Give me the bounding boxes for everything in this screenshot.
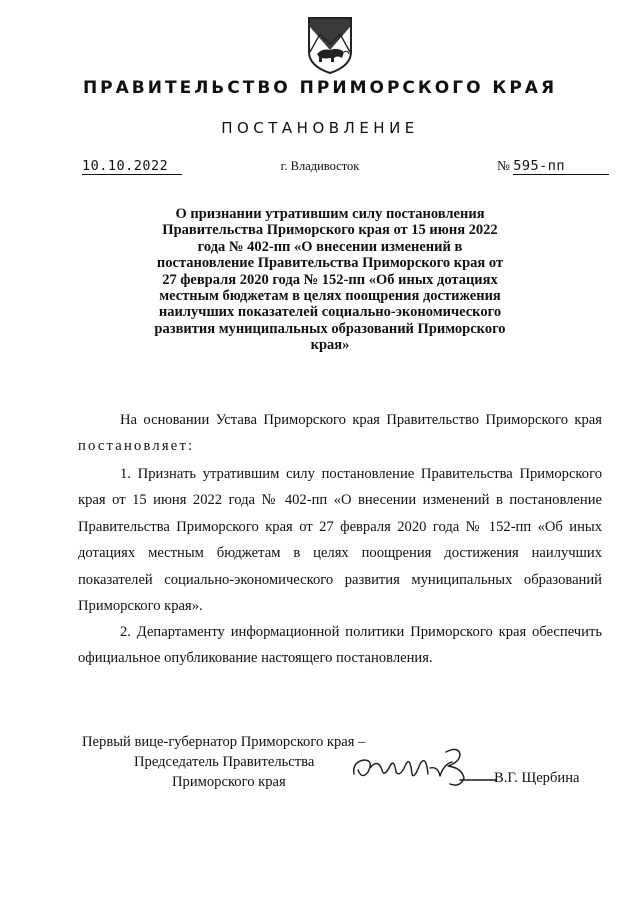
preamble-paragraph (78, 407, 602, 460)
document-number-field (497, 158, 609, 175)
government-title: ПРАВИТЕЛЬСТВО ПРИМОРСКОГО КРАЯ (82, 78, 558, 98)
document-number: 595-пп (513, 158, 609, 175)
preamble-text: На основании Устава Приморского края Правительство Приморского края (120, 412, 602, 428)
document-heading: О признании утратившим силу постановления Правительства Приморского края от 15 июня 2022 года № 402-пп «О внесении изменений в постановление Правительства Приморского края от 27 февраля 2020 года № 152-пп «Об иных дотациях местным бюджетам в целях поощрения достижения наилучших показателей социально-экономического развития муниципальных образований Приморского края» (154, 206, 506, 354)
signer-name: В.Г. Щербина (494, 770, 580, 786)
document-city: г. Владивосток (280, 159, 360, 173)
coat-of-arms-icon (304, 14, 356, 76)
document-date: 10.10.2022 (82, 158, 182, 175)
item-1-paragraph: 1. Признать утратившим силу постановление Правительства Приморского края от 15 июня 2022 года № 402-пп «О внесении изменений в постановление Правительства Приморского края от 27 февраля 2020 года № 152-пп «Об иных дотациях местным бюджетам в целях поощрения достижения наилучших показателей социально-экономического развития муниципальных образований Приморского края». (78, 466, 602, 615)
signatory-title-line-2: Председатель Правительства (134, 754, 315, 770)
signatory-title-line-1: Первый вице-губернатор Приморского края – (82, 734, 366, 750)
signatory-title-line-3: Приморского края (172, 774, 286, 790)
handwritten-signature-icon (348, 744, 498, 792)
number-sign: № (497, 158, 510, 173)
preamble-resolves: постановляет: (78, 438, 195, 455)
item-2-paragraph: 2. Департаменту информационной политики Приморского края обеспечить официальное опубликование настоящего постановления. (78, 624, 602, 667)
document-type: ПОСТАНОВЛЕНИЕ (221, 119, 419, 137)
